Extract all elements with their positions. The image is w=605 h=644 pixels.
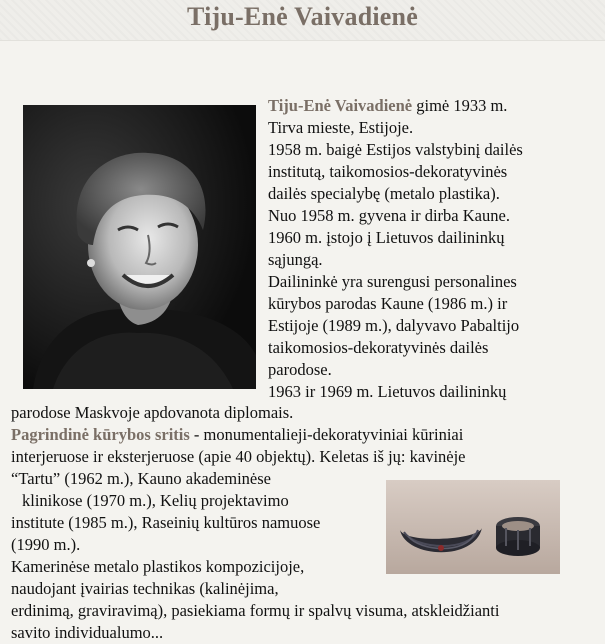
bio-line-12: parodose. [268,360,332,379]
creative-label: Pagrindinė kūrybos sritis [11,425,190,444]
bio-line-0: gimė 1933 m. [412,96,508,115]
bio-line [268,95,568,117]
creative-line-4: institute (1985 m.), Raseinių kultūros namuose [11,513,321,532]
creative-line-0 [11,424,596,446]
bio-line-11: taikomosios-dekoratyvinės dailės [268,338,489,357]
creative-text [11,468,386,556]
bio-line-6: 1960 m. įstojo į Lietuvos dailininkų [268,228,505,247]
bio-line-3: institutą, taikomosios-dekoratyvinės [268,162,508,181]
bio-continuation-line: parodose Maskvoje apdovanota diplomais. [11,403,294,422]
bio-line-13: 1963 ir 1969 m. Lietuvos dailininkų [268,382,507,401]
bio-continuation [11,402,596,468]
bio-line-9: kūrybos parodas Kaune (1986 m.) ir [268,294,508,313]
page-title: Tiju-Enė Vaivadienė [187,2,418,31]
bio-line-8: Dailininkė yra surengusi personalines [268,272,517,291]
bio-line-1: Tirva mieste, Estijoje. [268,118,414,137]
creative-line-9: savito individualumo... [11,623,164,642]
header-bar [0,0,605,41]
creative-line-2: “Tartu” (1962 m.), Kauno akademinėse [11,469,271,488]
creative-line-6: Kamerinėse metalo plastikos kompozicijoje, [11,557,305,576]
bio-text [268,95,568,403]
creative-line-5: (1990 m.). [11,535,81,554]
creative-line-7: naudojant įvairias technikas (kalinėjima, [11,579,279,598]
bio-line-2: 1958 m. baigė Estijos valstybinį dailės [268,140,523,159]
creative-line-3: klinikose (1970 m.), Kelių projektavimo [22,491,289,510]
bio-line-7: sąjungą. [268,250,323,269]
creative-line-1: interjeruose ir eksterjeruose (apie 40 objektų). Keletas iš jų: kavinėje [11,447,466,466]
bio-line-4: dailės specialybę (metalo plastika). [268,184,500,203]
creative-line-8: erdinimą, graviravimą), pasiekiama formų ir spalvų visuma, atskleidžianti [11,601,500,620]
artist-name: Tiju-Enė Vaivadienė [268,96,413,115]
portrait-illustration [23,105,256,389]
creative-text-0: - monumentalieji-dekoratyviniai kūriniai [189,425,464,444]
portrait-photo [23,105,256,389]
bio-line-5: Nuo 1958 m. gyvena ir dirba Kaune. [268,206,510,225]
bio-line-10: Estijoje (1989 m.), dalyvavo Pabaltijo [268,316,520,335]
